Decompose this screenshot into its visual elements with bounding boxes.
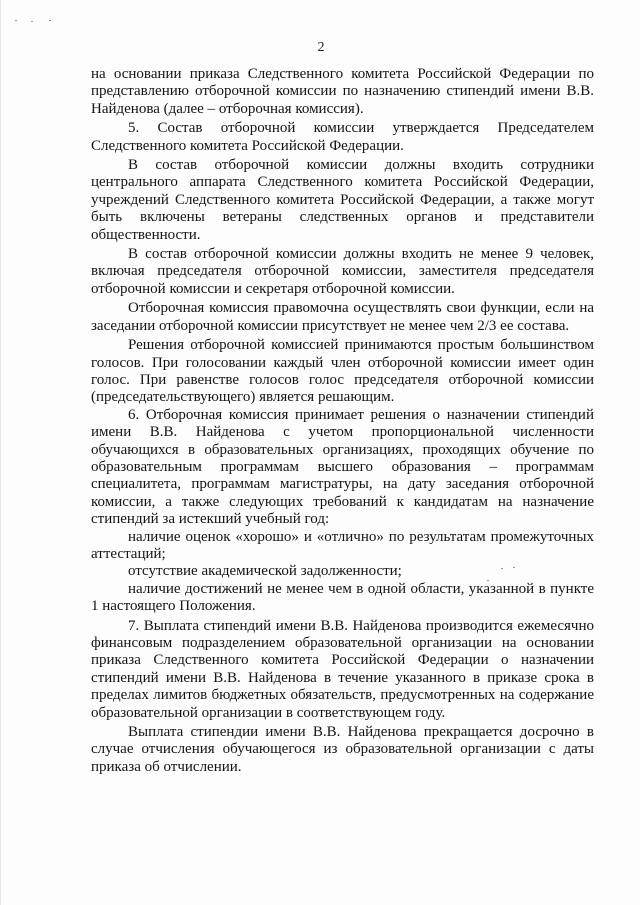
paragraph-clause-7-payment: 7. Выплата стипендий имени В.В. Найденова производится ежемесячно финансовым подразделением образовательной организации на основании приказа Следственного комитета Российской Федерации о назначении стипендий имени В.В. Найденова в течение указанного в приказе срока в пределах лимитов бюджетных обязательств, предусмотренных на содержание образовательной организации в соответствующем году. — [91, 617, 594, 721]
paragraph-appointment-basis: на основании приказа Следственного комитета Российской Федерации по представлению отборочной комиссии по назначению стипендий имени В.В. Найденова (далее – отборочная комиссия). — [91, 66, 594, 117]
list-item-grades: наличие оценок «хорошо» и «отлично» по результатам промежуточных аттестаций; — [91, 528, 594, 562]
paragraph-commission-members: В состав отборочной комиссии должны входить сотрудники центрального аппарата Следственного комитета Российской Федерации, учреждений Следственного комитета Российской Федерации, а также могут быть включены ветераны следственных органов и представители общественности. — [91, 157, 594, 243]
scan-speck — [513, 567, 515, 568]
scan-speck — [49, 20, 51, 21]
paragraph-voting: Решения отборочной комиссией принимаются простым большинством голосов. При голосовании каждый член отборочной комиссии имеет один голос. При равенстве голосов голос председателя отборочной комиссии (председательствующего) является решающим. — [91, 337, 594, 406]
paragraph-clause-5-composition: 5. Состав отборочной комиссии утверждается Председателем Следственного комитета Российской Федерации. — [91, 120, 594, 154]
list-item-achievements: наличие достижений не менее чем в одной области, указанной в пункте 1 настоящего Положения. — [91, 580, 594, 615]
paragraph-quorum: Отборочная комиссия правомочна осуществлять свои функции, если на заседании отборочной комиссии присутствует не менее чем 2/3 ее состава. — [91, 300, 594, 334]
scan-speck — [31, 21, 33, 22]
scan-speck — [501, 568, 503, 569]
document-body — [91, 66, 594, 776]
paragraph-clause-6-decisions: 6. Отборочная комиссия принимает решения о назначении стипендий имени В.В. Найденова с учетом пропорциональной численности обучающихся в образовательных организациях, проходящих обучение по образовательным программам высшего образования – программам специалитета, программам магистратуры, на дату заседания отборочной комиссии, а также следующих требований к кандидатам на назначение стипендий за истекший учебный год: — [91, 406, 594, 528]
list-item-no-debt: отсутствие академической задолженности; — [128, 563, 402, 580]
scan-speck — [487, 580, 489, 581]
scan-speck — [15, 20, 17, 21]
paragraph-minimum-members: В состав отборочной комиссии должны входить не менее 9 человек, включая председателя отборочной комиссии, заместителя председателя отборочной комиссии и секретаря отборочной комиссии. — [91, 246, 594, 297]
page-number: 2 — [317, 40, 325, 55]
paragraph-early-termination: Выплата стипендии имени В.В. Найденова прекращается досрочно в случае отчисления обучающегося из образовательной организации с даты приказа об отчислении. — [91, 724, 594, 775]
